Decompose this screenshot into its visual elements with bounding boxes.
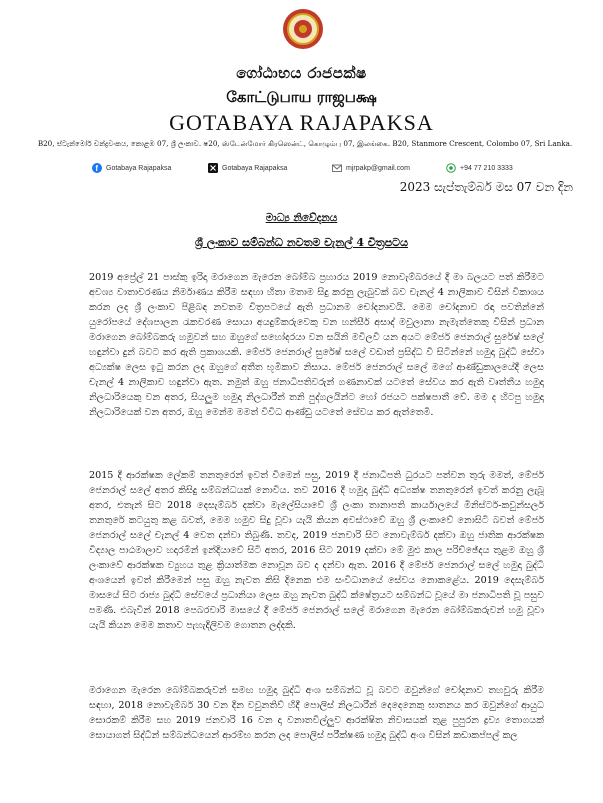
phone-contact[interactable] bbox=[446, 163, 513, 173]
whatsapp-icon bbox=[446, 163, 456, 173]
svg-text:f: f bbox=[95, 164, 99, 173]
x-icon bbox=[208, 163, 218, 173]
email-contact[interactable] bbox=[332, 163, 410, 173]
x-contact[interactable] bbox=[208, 163, 287, 173]
email-label: mjrpakp@gmail.com bbox=[346, 164, 410, 172]
name-tamil: கோட்டுபாய ராஜபக்ஷ bbox=[226, 88, 377, 106]
body-paragraph-2: 2015 දී ආරක්ෂක ලේකම් තනතුරෙන් ඉවත් වීමෙන් පසු, 2019 දී ජනාධිපති ධුරයට පත්වන තුරු මමත්, මේජර් ජෙනරාල් සලේ අතර කිසිදු සම්බන්ධයක් නොවීය. තව 2016 දී හමුදා බුද්ධි අධ්‍යක්ෂ තනතුරෙන් ඉවත් කරනු ලැබූ අතර, එතැන් සිට 2018 දෙසැම්බර් දක්වා මැලේසියාවේ ශ්‍රී ලංකා තානාපති කාර්යාලයේ මිනිස්ටර්-කවුන්සලර් තනතුරේ කටයුතු කළ බවත්, මෙම හමුව සිදු වූවා යැයි කියන අවස්ථාවේ ඔහු ශ්‍රී ලංකාවේ නොසිටි බවත් මේජර් ජෙනරාල් සලේ චැනල් 4 වෙත දන්වා තිබුණි. තවද, 2019 ජනවාරි සිට නොවැම්බර් දක්වා ඔහු ජාතික ආරක්ෂක විද්‍යාල පාඨමාලාව හදාරමින් ඉන්දියාවේ සිටි අතර, 2016 සිට 2019 දක්වා මේ මුළු කාල පරිච්ඡේදය තුළම ඔහු ශ්‍රී ලංකාවේ ආරක්ෂක ව්‍යුහය තුළ ක්‍රියාත්මක නොවූන බව ද දන්වා ඇත. 2016 දී මේජර් ජෙනරාල් සලේ හමුදා බුද්ධි අංශයෙන් ඉවත් කිරීමෙන් පසු ඔහු නැවත කිසි දිනෙක එම සංවිධානයේ සේවය නොකළේය. 2019 දෙසැම්බර් මාසයේ සිට රාජ්‍ය බුද්ධි සේවයේ ප්‍රධානියා ලෙස ඔහු නැවත බුද්ධි ක්ෂේත්‍රයට සම්බන්ධ වූයේ මා ජනාධිපති වූ පසුව පමණි. එබැවින් 2018 පෙබරවාරි මාසයේ දී මේජර් ජෙනරාල් සලේ මරාගෙන මැරෙන බෝම්බකරුවන් හමු වූවා යැයි කියන මෙම කතාව පැහැදිලිවම ගොතන ලද්දකි. bbox=[89, 470, 544, 631]
facebook-contact[interactable] bbox=[92, 163, 171, 173]
x-label: Gotabaya Rajapaksa bbox=[222, 164, 288, 172]
letterhead-address: B20, ස්ටැන්මෝර් චන්ද්‍රවංකය, කොළඹ 07, ශ්‍රී ලංකාව. ෂ20, ஸ்டேன்மோர் கிரஸென்ட், கொழும்பு 07, இலங்கை. B20, Stanmore Crescent, Colombo 07, Sri Lanka. bbox=[37, 139, 573, 148]
phone-label: +94 77 210 3333 bbox=[460, 164, 513, 172]
name-english: GOTABAYA RAJAPAKSA bbox=[169, 110, 434, 135]
name-sinhala: ගෝඨාභය රාජපක්ෂ bbox=[236, 64, 367, 82]
press-release-subtitle: ශ්‍රී ලංකාව සම්බන්ධ නවතම චැනල් 4 චිත්‍රපටය bbox=[195, 236, 408, 249]
logo-emblem bbox=[282, 8, 324, 50]
body-paragraph-3: මරාගෙන මැරෙන බෝම්බකරුවන් සමඟ හමුදා බුද්ධි අංශ සම්බන්ධ වූ බවට ඔවුන්ගේ චෝදනාව තහවුරු කිරීම සඳහා, 2018 නොවැම්බර් 30 වන දින වවුනතිව් හිදී පොලිස් නිලධාරීන් දෙදෙනෙකු ඝාතනය කර ඔවුන්ගේ ආයුධ සොරකම් කිරීම සහ 2019 ජනවාරි 16 වන දා වනාතවිල්ලුව ආරක්ෂිත නිවාසයක් තුළ පුපුරන ද්‍රව්‍ය තොගයක් සොයාගත් සිද්ධීන් සම්බන්ධයෙන් ආරම්භ කරන ලද පොලිස් පරීක්ෂණ හමුදා බුද්ධි අංශ විසින් කඩාකප්පල් කල bbox=[89, 685, 544, 741]
document-date: 2023 සැප්තැම්බර් මස 07 වන දින bbox=[399, 180, 573, 194]
contact-row bbox=[0, 163, 603, 177]
press-release-title: මාධ්‍ය නිවේදනය bbox=[265, 212, 338, 224]
email-icon bbox=[332, 163, 342, 173]
facebook-label: Gotabaya Rajapaksa bbox=[106, 164, 172, 172]
facebook-icon bbox=[92, 163, 102, 173]
body-paragraph-1: 2019 අප්‍රේල් 21 පාස්කු ඉරිදා මරාගෙන මැරෙන බෝම්බ ප්‍රහාරය 2019 නොවැම්බරයේ දී මා බලයට පත් කිරීමට අවශ්‍ය වාතාවරණය නිර්මාණය කිරීම සඳහා හිතා මතාම සිදු කරනු ලැබුවක් බව චැනල් 4 නාලිකාව විසින් විකාශය කරන ලද ශ්‍රී ලංකාව පිළිබඳ නවතම චිත්‍රපටයේ ඇති ප්‍රධානම චෝදනාවයි. මෙම චෝදනාව රඳා පවතින්නේ යුරෝපයේ දේශපාලන රැකවරණ සොයා අයදුම්කරුවෙකු වන හන්සීර් අසාද් මවුලානා නැමැත්තෙකු විසින් ප්‍රධාන මරාගෙන බෝම්බකරු හමුවන් සහ ඔහුගේ සහෝදරයා වන සයිනි මවිලවී යන අයට මේජර් ජෙනරාල් සුරේෂ් සලේ හඳුන්වා දුන් බවට කර ඇති ප්‍රකාශයකි. මේජර් ජෙනරාල් සුරේෂ් සලේ වඩාත් ප්‍රසිද්ධ වී සිටින්නේ හමුදා බුද්ධි සේවා අධ්‍යක්ෂ ලෙස ඉටු කරන ලද ඔහුගේ අතීත භූමිකාව නිසාය. මේජර් ජෙනරාල් සලේ මගේ ආණ්ඩුකාලයේදී ලෙස චැනල් 4 නාලිකාව හඳුන්වා ඇත. නමුත් ඔහු ජනාධිපතිවරුන් ගණනාවක් යටතේ සේවය කර ඇති වෘත්තීය හමුදා නිලධාරියෙකු වන අතර, සියලුම හමුදා නිලධාරීන් තනි පුද්ගලයින්ට හෝ රජයට පක්ෂපාතී වේ. මම ද හිටපු හමුදා නිලධාරියෙක් වන අතර, ඔහු මෙන්ම මමත් විවිධ ආණ්ඩු යටතේ සේවය කර ඇත්තෙමි. bbox=[89, 272, 544, 418]
